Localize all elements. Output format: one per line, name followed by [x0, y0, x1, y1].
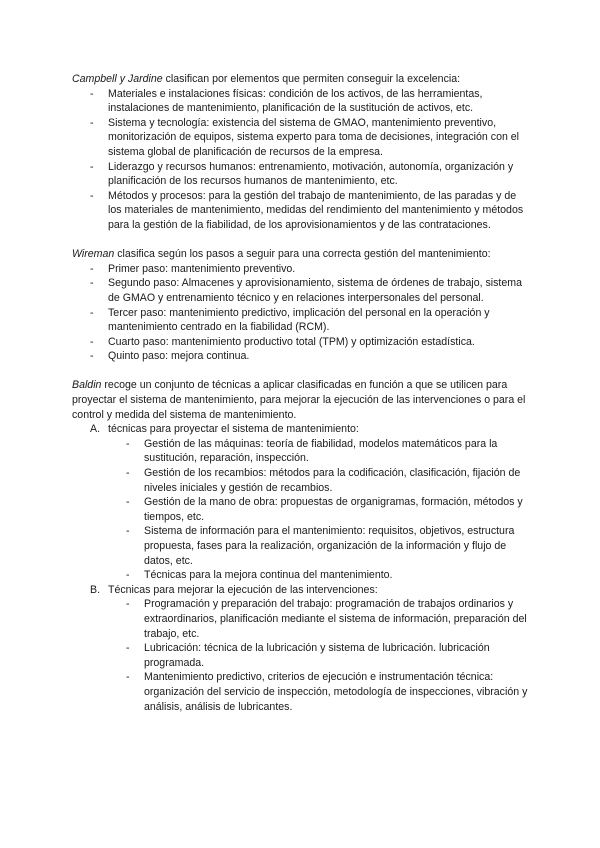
- wireman-intro-text: clasifica según los pasos a seguir para una correcta gestión del mantenimiento:: [114, 248, 491, 261]
- list-item: - Gestión de las máquinas: teoría de fiabilidad, modelos matemáticos para la sustitución, reparación, inspección.: [108, 437, 532, 466]
- paragraph-spacer: [72, 364, 532, 379]
- list-item: - Técnicas para la mejora continua del mantenimiento.: [108, 568, 532, 583]
- baldin-groups: [72, 422, 532, 714]
- baldin-group-a: [72, 422, 532, 583]
- list-item: - Primer paso: mantenimiento preventivo.: [72, 262, 532, 277]
- group-title: Técnicas para mejorar la ejecución de las intervenciones:: [108, 583, 378, 596]
- baldin-group-b: [72, 583, 532, 714]
- baldin-group-a-list: [108, 437, 532, 583]
- list-item: - Gestión de la mano de obra: propuestas de organigramas, formación, métodos y tiempos, etc.: [108, 495, 532, 524]
- list-item: - Liderazgo y recursos humanos: entrenamiento, motivación, autonomía, organización y planificación de los recursos humanos de mantenimiento, etc.: [72, 160, 532, 189]
- list-item: - Mantenimiento predictivo, criterios de ejecución e instrumentación técnica: organización del servicio de inspección, metodología de inspecciones, vibración y análisis, análisis de lubricantes.: [108, 670, 532, 714]
- baldin-author: Baldin: [72, 379, 102, 392]
- group-marker: B.: [90, 583, 101, 596]
- campbell-author: Campbell y Jardine: [72, 73, 163, 85]
- paragraph-spacer: [72, 233, 532, 248]
- list-item: - Sistema y tecnología: existencia del sistema de GMAO, mantenimiento preventivo, monitorización de equipos, sistema experto para toma de decisiones, integración con el sistema global de planificación de recursos de la empresa.: [72, 116, 532, 160]
- list-item: - Segundo paso: Almacenes y aprovisionamiento, sistema de órdenes de trabajo, sistema de GMAO y entrenamiento técnico y en relaciones interpersonales del personal.: [72, 276, 532, 305]
- list-item: - Programación y preparación del trabajo: programación de trabajos ordinarios y extraordinarios, planificación mediante el sistema de información, preparación del trabajo, etc.: [108, 597, 532, 641]
- list-item: - Materiales e instalaciones físicas: condición de los activos, de las herramientas, instalaciones de mantenimiento, planificación de la sustitución de activos, etc.: [72, 87, 532, 116]
- wireman-intro: [72, 247, 532, 262]
- baldin-intro: [72, 378, 532, 422]
- campbell-section: [72, 72, 532, 233]
- campbell-intro-text: clasifican por elementos que permiten conseguir la excelencia:: [162, 73, 461, 85]
- list-item: - Quinto paso: mejora continua.: [72, 349, 532, 364]
- wireman-section: [72, 247, 532, 364]
- baldin-intro-text: recoge un conjunto de técnicas a aplicar clasificadas en función a que se utilicen para proyectar el sistema de mantenimiento, para mejorar la ejecución de las intervenciones o para el control y medida del sistema de mantenimiento.: [72, 379, 526, 421]
- list-item: - Cuarto paso: mantenimiento productivo total (TPM) y optimización estadística.: [72, 335, 532, 350]
- campbell-list: [72, 87, 532, 233]
- campbell-intro: [72, 72, 532, 87]
- wireman-list: [72, 262, 532, 364]
- baldin-section: [72, 378, 532, 714]
- list-item: - Sistema de información para el mantenimiento: requisitos, objetivos, estructura propuesta, fases para la realización, organización de la información y flujo de datos, etc.: [108, 524, 532, 568]
- baldin-group-b-list: [108, 597, 532, 714]
- wireman-author: Wireman: [72, 248, 115, 261]
- group-marker: A.: [90, 423, 101, 436]
- group-title: técnicas para proyectar el sistema de mantenimiento:: [108, 423, 359, 436]
- document-page: [72, 72, 532, 714]
- list-item: - Métodos y procesos: para la gestión del trabajo de mantenimiento, de las paradas y de los materiales de mantenimiento, medidas del rendimiento del mantenimiento y métodos para la gestión de la fiabilidad, de los aprovisionamientos y de las contrataciones.: [72, 189, 532, 233]
- list-item: - Lubricación: técnica de la lubricación y sistema de lubricación. lubricación programada.: [108, 641, 532, 670]
- list-item: - Gestión de los recambios: métodos para la codificación, clasificación, fijación de niveles iniciales y gestión de recambios.: [108, 466, 532, 495]
- list-item: - Tercer paso: mantenimiento predictivo, implicación del personal en la operación y mantenimiento centrado en la fiabilidad (RCM).: [72, 306, 532, 335]
